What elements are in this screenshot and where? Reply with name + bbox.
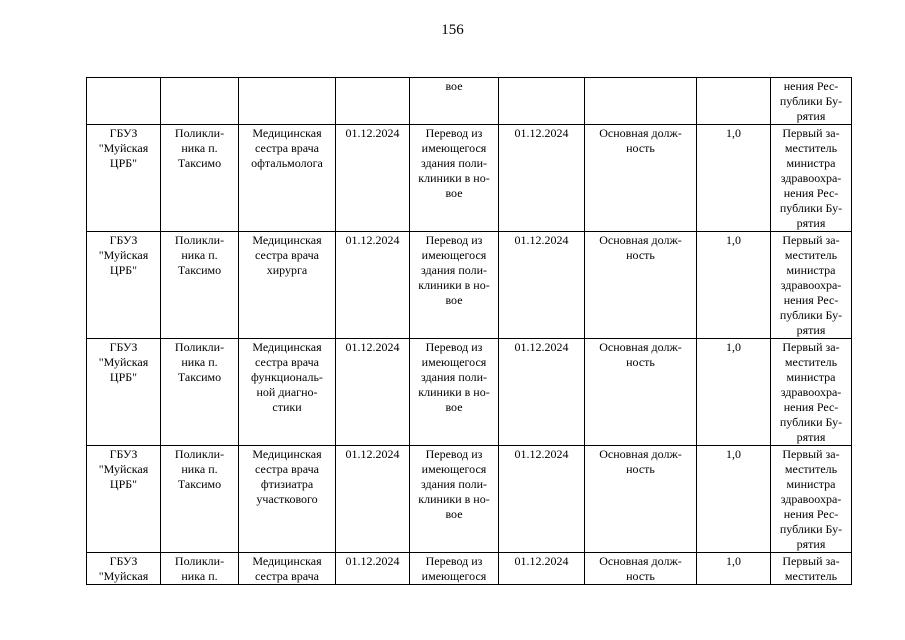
table-row xyxy=(87,339,852,446)
cell-approver: Первый за- меститель министра здравоохра- нения Рес- публики Бу- рятия xyxy=(771,232,852,339)
cell-rate xyxy=(697,78,771,125)
cell-subdivision xyxy=(161,78,239,125)
cell-employment-type: Основная долж- ность xyxy=(585,446,697,553)
cell-reason: вое xyxy=(410,78,499,125)
cell-date-effective xyxy=(499,78,585,125)
cell-subdivision: Поликли- ника п. xyxy=(161,553,239,585)
cell-date-effective: 01.12.2024 xyxy=(499,553,585,585)
cell-date: 01.12.2024 xyxy=(336,553,410,585)
cell-subdivision: Поликли- ника п. Таксимо xyxy=(161,446,239,553)
table-row xyxy=(87,125,852,232)
cell-employment-type: Основная долж- ность xyxy=(585,125,697,232)
cell-date-effective: 01.12.2024 xyxy=(499,125,585,232)
cell-date: 01.12.2024 xyxy=(336,232,410,339)
cell-date: 01.12.2024 xyxy=(336,339,410,446)
cell-date-effective: 01.12.2024 xyxy=(499,446,585,553)
cell-date-effective: 01.12.2024 xyxy=(499,339,585,446)
cell-organization: ГБУЗ "Муйская ЦРБ" xyxy=(87,232,161,339)
cell-employment-type: Основная долж- ность xyxy=(585,232,697,339)
table-row xyxy=(87,232,852,339)
table-row xyxy=(87,78,852,125)
cell-organization: ГБУЗ "Муйская ЦРБ" xyxy=(87,125,161,232)
cell-subdivision: Поликли- ника п. Таксимо xyxy=(161,125,239,232)
cell-approver: Первый за- меститель xyxy=(771,553,852,585)
cell-employment-type xyxy=(585,78,697,125)
staff-table xyxy=(86,77,852,585)
cell-rate: 1,0 xyxy=(697,553,771,585)
cell-position: Медицинская сестра врача фтизиатра участкового xyxy=(239,446,336,553)
cell-employment-type: Основная долж- ность xyxy=(585,339,697,446)
cell-rate: 1,0 xyxy=(697,339,771,446)
cell-subdivision: Поликли- ника п. Таксимо xyxy=(161,339,239,446)
cell-organization: ГБУЗ "Муйская xyxy=(87,553,161,585)
cell-reason: Перевод из имеющегося здания поли- клиники в но- вое xyxy=(410,446,499,553)
cell-rate: 1,0 xyxy=(697,125,771,232)
cell-reason: Перевод из имеющегося здания поли- клиники в но- вое xyxy=(410,125,499,232)
cell-reason: Перевод из имеющегося xyxy=(410,553,499,585)
cell-reason: Перевод из имеющегося здания поли- клиники в но- вое xyxy=(410,232,499,339)
cell-rate: 1,0 xyxy=(697,446,771,553)
cell-date-effective: 01.12.2024 xyxy=(499,232,585,339)
cell-date: 01.12.2024 xyxy=(336,125,410,232)
page-number: 156 xyxy=(441,22,464,38)
cell-position: Медицинская сестра врача офтальмолога xyxy=(239,125,336,232)
cell-rate: 1,0 xyxy=(697,232,771,339)
cell-position: Медицинская сестра врача xyxy=(239,553,336,585)
table-row xyxy=(87,446,852,553)
cell-approver: Первый за- меститель министра здравоохра- нения Рес- публики Бу- рятия xyxy=(771,125,852,232)
cell-position xyxy=(239,78,336,125)
cell-position: Медицинская сестра врача хирурга xyxy=(239,232,336,339)
cell-organization: ГБУЗ "Муйская ЦРБ" xyxy=(87,446,161,553)
cell-subdivision: Поликли- ника п. Таксимо xyxy=(161,232,239,339)
cell-employment-type: Основная долж- ность xyxy=(585,553,697,585)
cell-reason: Перевод из имеющегося здания поли- клиники в но- вое xyxy=(410,339,499,446)
cell-organization: ГБУЗ "Муйская ЦРБ" xyxy=(87,339,161,446)
cell-approver: Первый за- меститель министра здравоохра- нения Рес- публики Бу- рятия xyxy=(771,339,852,446)
cell-position: Медицинская сестра врача функциональ- ной диагно- стики xyxy=(239,339,336,446)
cell-approver: Первый за- меститель министра здравоохра- нения Рес- публики Бу- рятия xyxy=(771,446,852,553)
cell-date xyxy=(336,78,410,125)
cell-organization xyxy=(87,78,161,125)
cell-approver: нения Рес- публики Бу- рятия xyxy=(771,78,852,125)
cell-date: 01.12.2024 xyxy=(336,446,410,553)
table-row xyxy=(87,553,852,585)
